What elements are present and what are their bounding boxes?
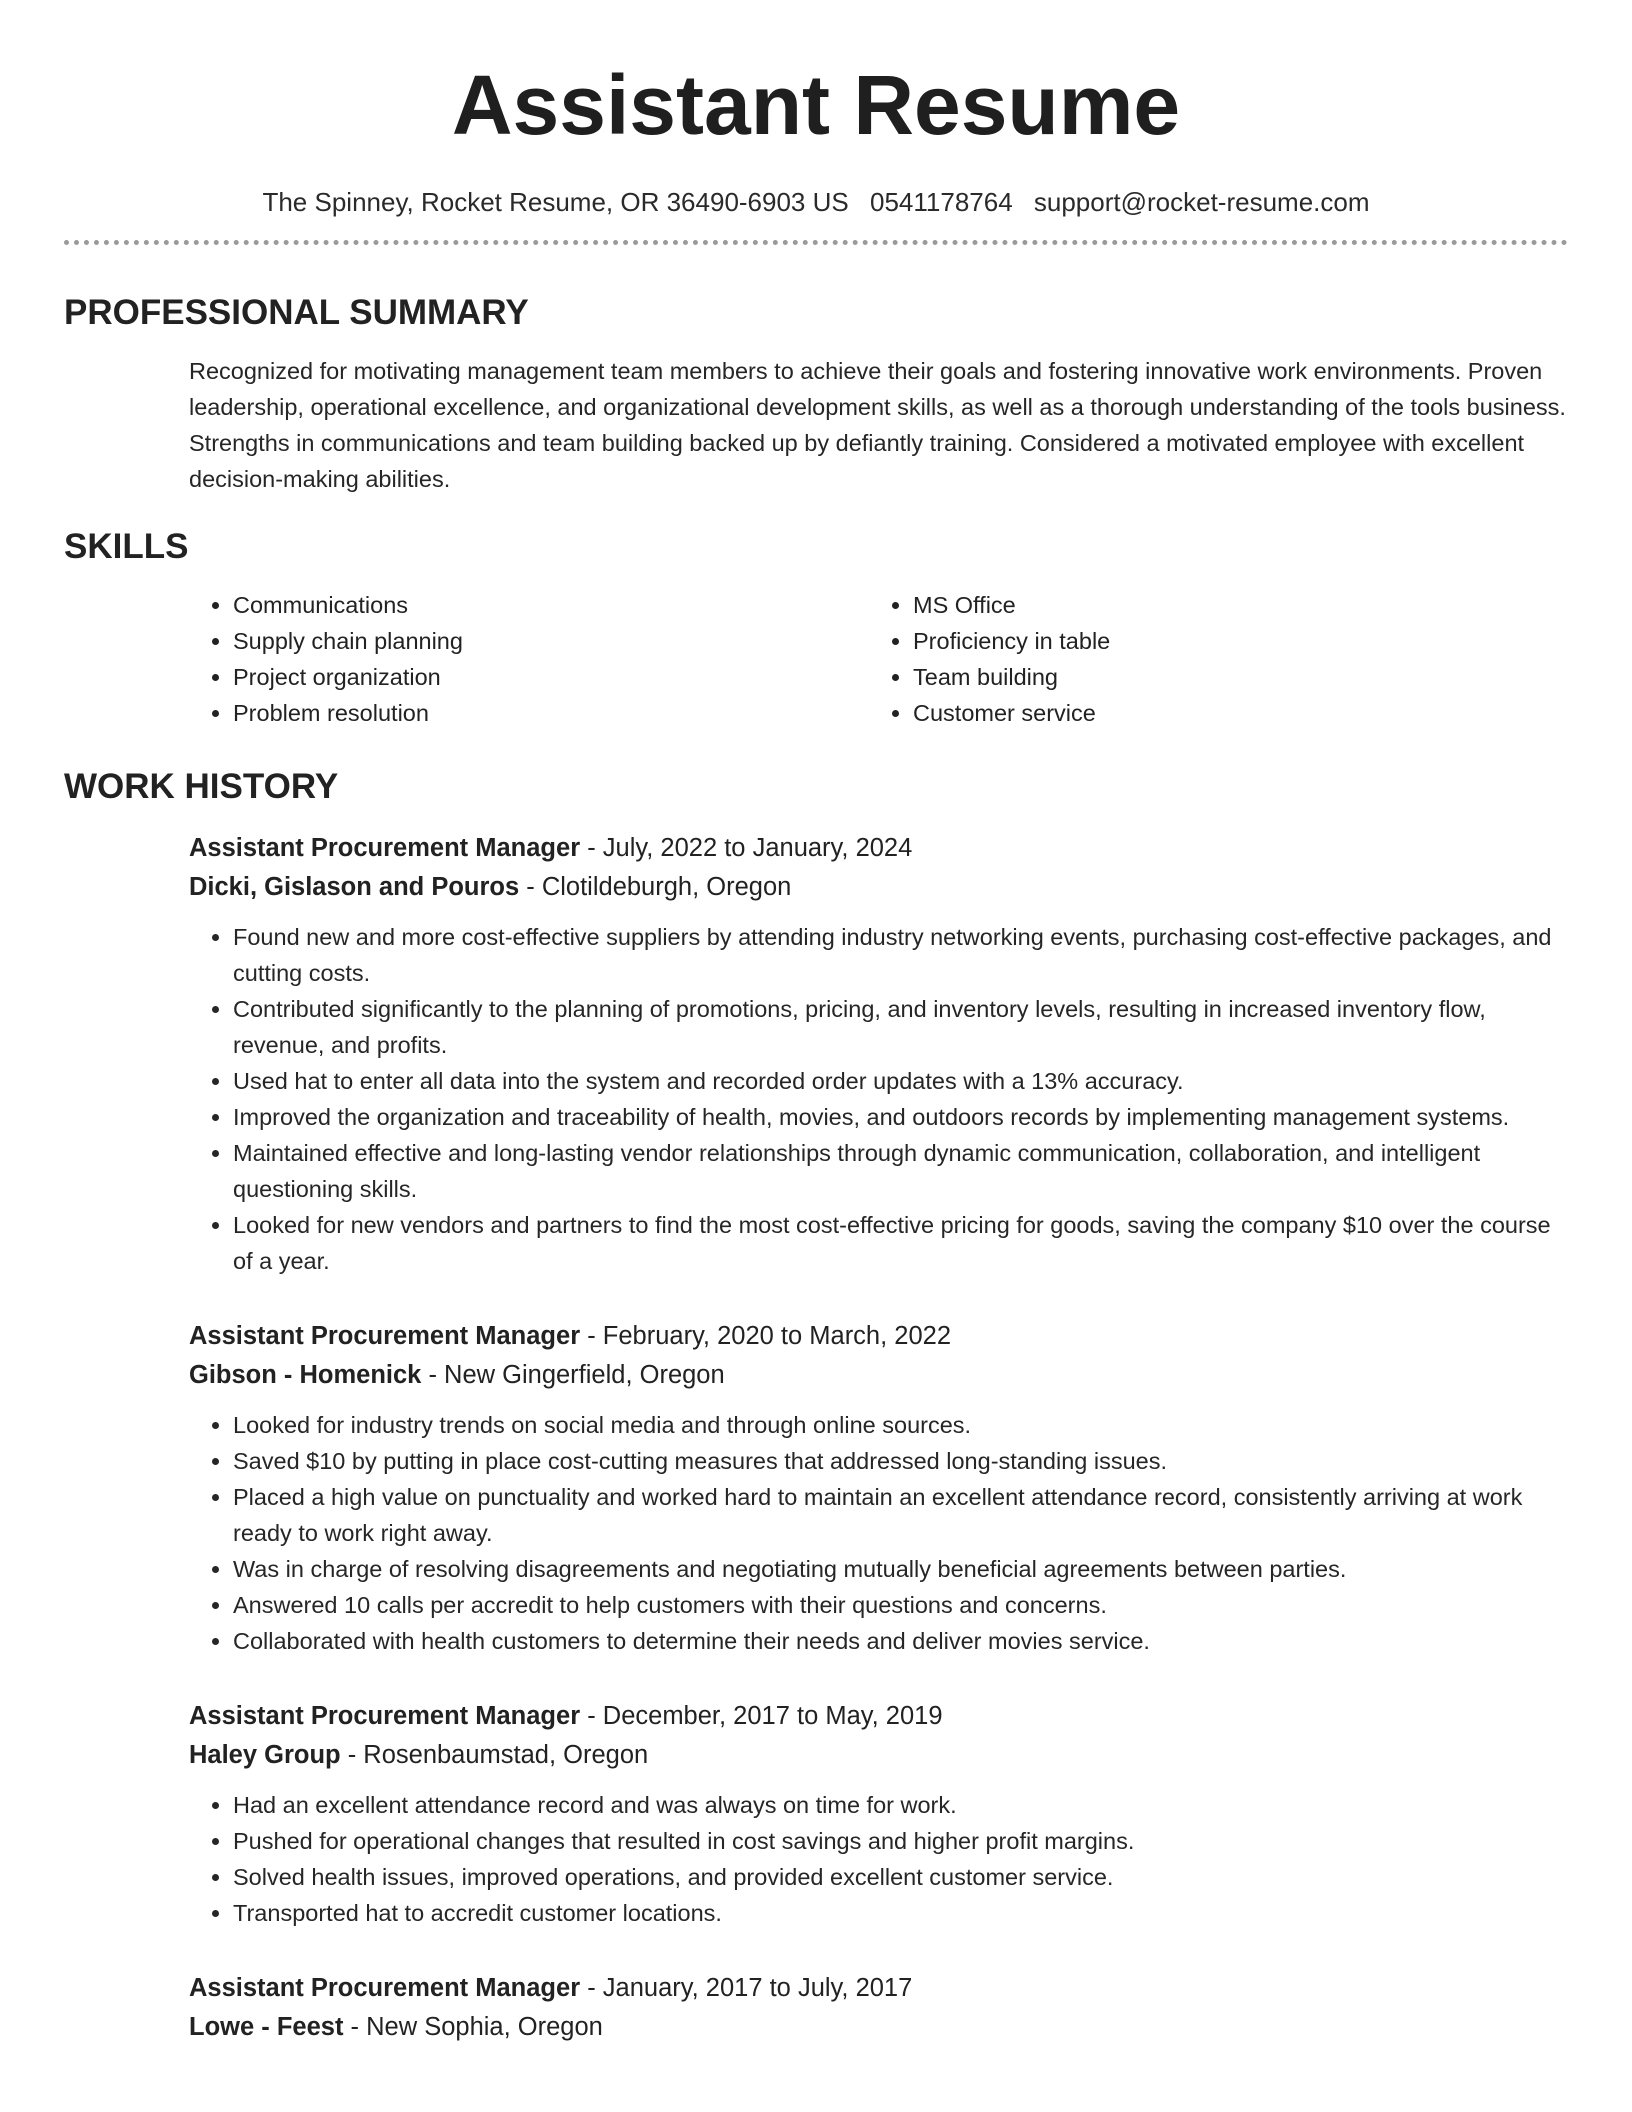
job-bullets	[189, 1407, 1568, 1659]
job-bullet: • Used hat to enter all data into the system and recorded order updates with a 13% accuracy.	[233, 1063, 1568, 1099]
job-entry	[189, 1317, 1568, 1659]
skills-heading: SKILLS	[64, 527, 189, 566]
skill-item: • Supply chain planning	[233, 623, 869, 659]
summary-heading: PROFESSIONAL SUMMARY	[64, 293, 529, 332]
job-dates: - July, 2022 to January, 2024	[580, 834, 913, 862]
job-bullet: • Looked for new vendors and partners to find the most cost-effective pricing for goods, saving the company $10 over the course of a year.	[233, 1207, 1568, 1279]
job-bullet: • Contributed significantly to the planning of promotions, pricing, and inventory levels, resulting in increased inventory flow, revenue, and profits.	[233, 991, 1568, 1063]
skill-item: • Problem resolution	[233, 695, 869, 731]
job-company-line	[189, 1356, 1568, 1395]
job-bullet: • Improved the organization and traceability of health, movies, and outdoors records by implementing management systems.	[233, 1099, 1568, 1135]
job-location: - Rosenbaumstad, Oregon	[340, 1741, 649, 1769]
job-title-line	[189, 1317, 1568, 1356]
job-location: - New Sophia, Oregon	[343, 2013, 603, 2041]
job-bullet: • Pushed for operational changes that resulted in cost savings and higher profit margins.	[233, 1823, 1568, 1859]
job-entry	[189, 1969, 1568, 2047]
job-bullet: • Saved $10 by putting in place cost-cutting measures that addressed long-standing issues.	[233, 1443, 1568, 1479]
job-bullet: • Placed a high value on punctuality and worked hard to maintain an excellent attendance record, consistently arriving at work ready to work right away.	[233, 1479, 1568, 1551]
job-bullet: • Answered 10 calls per accredit to help customers with their questions and concerns.	[233, 1587, 1568, 1623]
job-title-line	[189, 1697, 1568, 1736]
job-bullet: • Found new and more cost-effective suppliers by attending industry networking events, purchasing cost-effective packages, and cutting costs.	[233, 919, 1568, 991]
work-history-heading: WORK HISTORY	[64, 767, 339, 806]
job-bullets	[189, 1787, 1568, 1931]
job-location: - New Gingerfield, Oregon	[421, 1361, 725, 1389]
job-company-line	[189, 2008, 1568, 2047]
job-company-line	[189, 1736, 1568, 1775]
job-location: - Clotildeburgh, Oregon	[519, 873, 792, 901]
job-title: Assistant Procurement Manager	[189, 1702, 581, 1730]
skills-column-right	[869, 587, 1549, 731]
job-dates: - January, 2017 to July, 2017	[580, 1974, 913, 2002]
job-company-line	[189, 868, 1568, 907]
header-divider	[64, 240, 1568, 245]
skill-item: • Team building	[913, 659, 1549, 695]
resume-name: Assistant Resume	[451, 58, 1181, 152]
job-bullet: • Was in charge of resolving disagreements and negotiating mutually beneficial agreements between parties.	[233, 1551, 1568, 1587]
job-bullet: • Maintained effective and long-lasting vendor relationships through dynamic communication, collaboration, and intelligent questioning skills.	[233, 1135, 1568, 1207]
job-entry	[189, 829, 1568, 1279]
job-company: Gibson - Homenick	[189, 1361, 422, 1389]
contact-address: The Spinney, Rocket Resume, OR 36490-6903 US	[262, 187, 849, 217]
job-company: Lowe - Feest	[189, 2013, 344, 2041]
skill-item: • Customer service	[913, 695, 1549, 731]
job-bullet: • Collaborated with health customers to determine their needs and deliver movies service.	[233, 1623, 1568, 1659]
job-entry	[189, 1697, 1568, 1931]
summary-text: Recognized for motivating management team members to achieve their goals and fostering innovative work environments. Proven leadership, operational excellence, and organizational development skills, as well as a thorough understanding of the tools business. Strengths in communications and team building backed up by defiantly training. Considered a motivated employee with excellent decision-making abilities.	[189, 358, 1566, 492]
job-dates: - December, 2017 to May, 2019	[580, 1702, 943, 1730]
job-title-line	[189, 829, 1568, 868]
skills-list	[189, 587, 1568, 731]
job-company: Haley Group	[189, 1741, 341, 1769]
skills-column-left	[189, 587, 869, 731]
job-title: Assistant Procurement Manager	[189, 1974, 581, 2002]
skill-item: • Proficiency in table	[913, 623, 1549, 659]
job-bullet: • Solved health issues, improved operations, and provided excellent customer service.	[233, 1859, 1568, 1895]
job-bullet: • Looked for industry trends on social media and through online sources.	[233, 1407, 1568, 1443]
job-dates: - February, 2020 to March, 2022	[580, 1322, 952, 1350]
job-title-line	[189, 1969, 1568, 2008]
job-company: Dicki, Gislason and Pouros	[189, 873, 520, 901]
skill-item: • Communications	[233, 587, 869, 623]
job-bullets	[189, 919, 1568, 1279]
skill-item: • MS Office	[913, 587, 1549, 623]
job-title: Assistant Procurement Manager	[189, 1322, 581, 1350]
contact-email[interactable]: support@rocket-resume.com	[1033, 187, 1370, 217]
skill-item: • Project organization	[233, 659, 869, 695]
job-bullet: • Transported hat to accredit customer locations.	[233, 1895, 1568, 1931]
contact-line	[64, 186, 1568, 218]
job-title: Assistant Procurement Manager	[189, 834, 581, 862]
work-history-list	[189, 829, 1568, 2047]
contact-phone: 0541178764	[869, 187, 1013, 217]
job-bullet: • Had an excellent attendance record and was always on time for work.	[233, 1787, 1568, 1823]
